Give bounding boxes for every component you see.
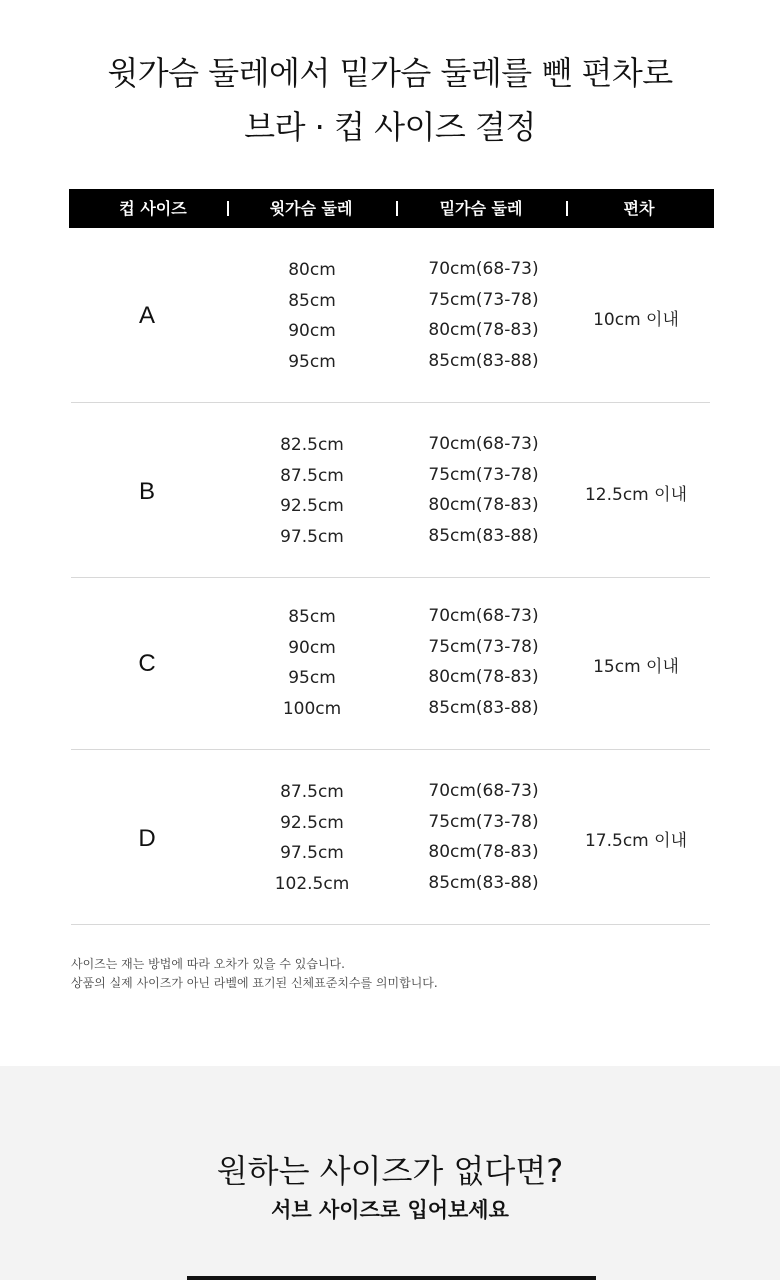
upper-bust-value: 82.5cm — [280, 435, 344, 455]
header-divider — [566, 201, 568, 216]
deviation-value: 17.5cm 이내 — [584, 831, 687, 851]
under-bust-list — [407, 429, 560, 551]
deviation-value: 15cm 이내 — [593, 657, 679, 677]
upper-bust-value: 87.5cm — [280, 782, 344, 802]
cup-size-label: A — [138, 302, 155, 329]
under-bust-list — [407, 601, 560, 723]
upper-bust-value: 97.5cm — [280, 843, 344, 864]
cup-size-label: D — [138, 825, 156, 852]
deviation-value: 10cm 이내 — [593, 310, 679, 330]
upper-bust-value: 92.5cm — [280, 812, 344, 833]
under-bust-value: 70cm(68-73) — [428, 434, 539, 454]
size-table-header — [69, 189, 714, 228]
upper-bust-list — [252, 430, 372, 552]
header-cup-size: 컵 사이즈 — [119, 199, 187, 218]
under-bust-value: 85cm(83-88) — [428, 697, 539, 718]
label-size-note: 상품의 실제 사이즈가 아닌 라벨에 표기된 신체표준치수를 의미합니다. — [71, 976, 438, 990]
page-title-line-1: 윗가슴 둘레에서 밑가슴 둘레를 뺀 편차로 — [107, 54, 673, 92]
under-bust-value: 85cm(83-88) — [428, 525, 539, 546]
upper-bust-list — [252, 255, 372, 377]
under-bust-value: 80cm(78-83) — [428, 495, 539, 516]
page-title-line-2: 브라 · 컵 사이즈 결정 — [244, 108, 536, 146]
under-bust-value: 80cm(78-83) — [428, 320, 539, 341]
upper-bust-value: 92.5cm — [280, 496, 344, 517]
upper-bust-value: 100cm — [282, 698, 342, 719]
under-bust-value: 70cm(68-73) — [428, 781, 539, 801]
header-divider — [227, 201, 229, 216]
upper-bust-value: 80cm — [288, 260, 336, 280]
upper-bust-value: 90cm — [288, 321, 336, 342]
upper-bust-value: 87.5cm — [280, 465, 344, 486]
header-under-bust: 밑가슴 둘레 — [439, 199, 523, 218]
under-bust-value: 85cm(83-88) — [428, 872, 539, 893]
cup-size-label: B — [138, 478, 155, 505]
upper-bust-value: 95cm — [288, 668, 336, 689]
sub-size-subtitle: 서브 사이즈로 입어보세요 — [271, 1198, 509, 1222]
upper-bust-list — [252, 602, 372, 724]
under-bust-value: 75cm(73-78) — [428, 636, 539, 657]
table-row-cup-d — [71, 750, 710, 925]
under-bust-value: 70cm(68-73) — [428, 259, 539, 279]
upper-bust-value: 85cm — [288, 607, 336, 627]
under-bust-value: 80cm(78-83) — [428, 667, 539, 688]
upper-bust-value: 97.5cm — [280, 526, 344, 547]
header-deviation: 편차 — [623, 199, 655, 218]
under-bust-value: 80cm(78-83) — [428, 842, 539, 863]
deviation-value: 12.5cm 이내 — [584, 485, 687, 505]
table-row-cup-c — [71, 578, 710, 750]
table-row-cup-a — [71, 228, 710, 403]
under-bust-value: 85cm(83-88) — [428, 350, 539, 371]
header-divider — [396, 201, 398, 216]
header-upper-bust: 윗가슴 둘레 — [269, 199, 353, 218]
sub-size-title: 원하는 사이즈가 없다면? — [216, 1152, 564, 1190]
upper-bust-value: 95cm — [288, 351, 336, 372]
under-bust-value: 75cm(73-78) — [428, 289, 539, 310]
cup-size-label: C — [138, 650, 156, 677]
under-bust-list — [407, 254, 560, 376]
measurement-note: 사이즈는 재는 방법에 따라 오차가 있을 수 있습니다. — [71, 957, 345, 971]
upper-bust-value: 102.5cm — [274, 873, 350, 894]
sub-size-banner — [0, 1066, 780, 1280]
under-bust-value: 75cm(73-78) — [428, 464, 539, 485]
sub-size-button[interactable] — [187, 1276, 596, 1280]
upper-bust-value: 90cm — [288, 637, 336, 658]
under-bust-list — [407, 776, 560, 898]
upper-bust-value: 85cm — [288, 290, 336, 311]
upper-bust-list — [252, 777, 372, 899]
under-bust-value: 70cm(68-73) — [428, 606, 539, 626]
table-row-cup-b — [71, 403, 710, 578]
under-bust-value: 75cm(73-78) — [428, 811, 539, 832]
